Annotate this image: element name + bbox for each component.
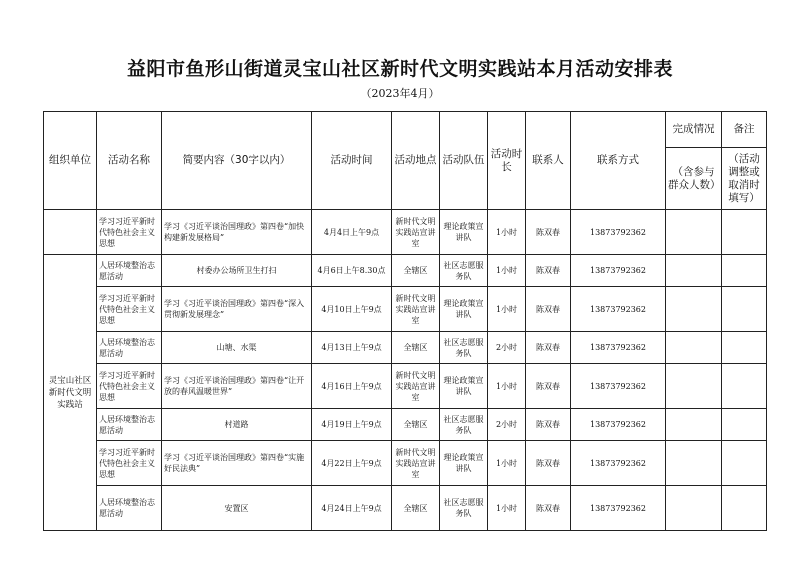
activity-duration: 1小时	[488, 210, 526, 255]
activity-location: 全辖区	[392, 486, 440, 531]
activity-contact: 陈双春	[526, 441, 571, 486]
activity-name: 人居环境整治志愿活动	[97, 255, 162, 287]
activity-phone: 13873792362	[571, 287, 666, 332]
activity-remarks	[722, 332, 767, 364]
activity-team: 社区志愿服务队	[440, 332, 488, 364]
activity-time: 4月13日上午9点	[312, 332, 392, 364]
header-completion-sub: （含参与群众人数）	[666, 148, 722, 210]
activity-contact: 陈双春	[526, 332, 571, 364]
activity-phone: 13873792362	[571, 255, 666, 287]
activity-remarks	[722, 441, 767, 486]
page-title: 益阳市鱼形山街道灵宝山社区新时代文明实践站本月活动安排表	[126, 58, 673, 80]
activity-team: 社区志愿服务队	[440, 409, 488, 441]
header-contact: 联系人	[526, 112, 571, 210]
header-phone: 联系方式	[571, 112, 666, 210]
activity-team: 理论政策宣讲队	[440, 441, 488, 486]
activity-team: 理论政策宣讲队	[440, 364, 488, 409]
activity-time: 4月19日上午9点	[312, 409, 392, 441]
header-time: 活动时间	[312, 112, 392, 210]
activity-time: 4月22日上午9点	[312, 441, 392, 486]
activity-phone: 13873792362	[571, 441, 666, 486]
empty-org-cell	[44, 210, 97, 255]
activity-name: 人居环境整治志愿活动	[97, 409, 162, 441]
activity-content: 村委办公场所卫生打扫	[162, 255, 312, 287]
activity-time: 4月24日上午9点	[312, 486, 392, 531]
activity-name: 人居环境整治志愿活动	[97, 332, 162, 364]
activity-location: 全辖区	[392, 409, 440, 441]
activity-contact: 陈双春	[526, 409, 571, 441]
activity-remarks	[722, 255, 767, 287]
activity-duration: 1小时	[488, 255, 526, 287]
activity-team: 理论政策宣讲队	[440, 210, 488, 255]
header-remarks-sub: （活动调整或取消时填写）	[722, 148, 767, 210]
activity-content: 学习《习近平谈治国理政》第四卷“加快构建新发展格局”	[162, 210, 312, 255]
activity-location: 全辖区	[392, 332, 440, 364]
header-completion: 完成情况	[666, 112, 722, 148]
activity-content: 山塘、水渠	[162, 332, 312, 364]
activity-contact: 陈双春	[526, 287, 571, 332]
activity-contact: 陈双春	[526, 255, 571, 287]
activity-phone: 13873792362	[571, 486, 666, 531]
header-location: 活动地点	[392, 112, 440, 210]
activity-duration: 2小时	[488, 332, 526, 364]
activity-remarks	[722, 409, 767, 441]
header-org: 组织单位	[44, 112, 97, 210]
activity-location: 新时代文明实践站宣讲室	[392, 441, 440, 486]
activity-completion	[666, 409, 722, 441]
activity-content: 村道路	[162, 409, 312, 441]
activity-phone: 13873792362	[571, 364, 666, 409]
activity-location: 新时代文明实践站宣讲室	[392, 364, 440, 409]
activity-phone: 13873792362	[571, 332, 666, 364]
activity-contact: 陈双春	[526, 486, 571, 531]
activity-name: 学习习近平新时代特色社会主义思想	[97, 287, 162, 332]
header-name: 活动名称	[97, 112, 162, 210]
activity-team: 理论政策宣讲队	[440, 287, 488, 332]
activity-location: 新时代文明实践站宣讲室	[392, 210, 440, 255]
activity-completion	[666, 332, 722, 364]
activity-duration: 1小时	[488, 441, 526, 486]
activity-completion	[666, 287, 722, 332]
header-remarks: 备注	[722, 112, 767, 148]
activity-content: 学习《习近平谈治国理政》第四卷“实施好民法典”	[162, 441, 312, 486]
activity-remarks	[722, 486, 767, 531]
activity-time: 4月4日上午9点	[312, 210, 392, 255]
activity-time: 4月6日上午8.30点	[312, 255, 392, 287]
activity-location: 新时代文明实践站宣讲室	[392, 287, 440, 332]
activity-name: 人居环境整治志愿活动	[97, 486, 162, 531]
activity-duration: 1小时	[488, 486, 526, 531]
activity-team: 社区志愿服务队	[440, 486, 488, 531]
activity-name: 学习习近平新时代特色社会主义思想	[97, 210, 162, 255]
activity-name: 学习习近平新时代特色社会主义思想	[97, 364, 162, 409]
activity-name: 学习习近平新时代特色社会主义思想	[97, 441, 162, 486]
activity-table	[43, 111, 767, 531]
header-content: 简要内容（30字以内）	[162, 112, 312, 210]
activity-content: 学习《习近平谈治国理政》第四卷“让开放的春风温暖世界”	[162, 364, 312, 409]
activity-phone: 13873792362	[571, 210, 666, 255]
activity-contact: 陈双春	[526, 364, 571, 409]
activity-completion	[666, 486, 722, 531]
activity-remarks	[722, 210, 767, 255]
activity-content: 学习《习近平谈治国理政》第四卷“深入贯彻新发展理念”	[162, 287, 312, 332]
activity-duration: 1小时	[488, 287, 526, 332]
activity-remarks	[722, 364, 767, 409]
activity-duration: 1小时	[488, 364, 526, 409]
activity-time: 4月16日上午9点	[312, 364, 392, 409]
org-name: 灵宝山社区新时代文明实践站	[44, 255, 97, 531]
activity-completion	[666, 441, 722, 486]
activity-completion	[666, 255, 722, 287]
activity-location: 全辖区	[392, 255, 440, 287]
page-subtitle: （2023年4月）	[360, 87, 440, 100]
header-team: 活动队伍	[440, 112, 488, 210]
activity-duration: 2小时	[488, 409, 526, 441]
activity-time: 4月10日上午9点	[312, 287, 392, 332]
activity-contact: 陈双春	[526, 210, 571, 255]
activity-remarks	[722, 287, 767, 332]
activity-completion	[666, 210, 722, 255]
activity-phone: 13873792362	[571, 409, 666, 441]
activity-content: 安置区	[162, 486, 312, 531]
activity-team: 社区志愿服务队	[440, 255, 488, 287]
header-duration: 活动时长	[488, 112, 526, 210]
activity-completion	[666, 364, 722, 409]
